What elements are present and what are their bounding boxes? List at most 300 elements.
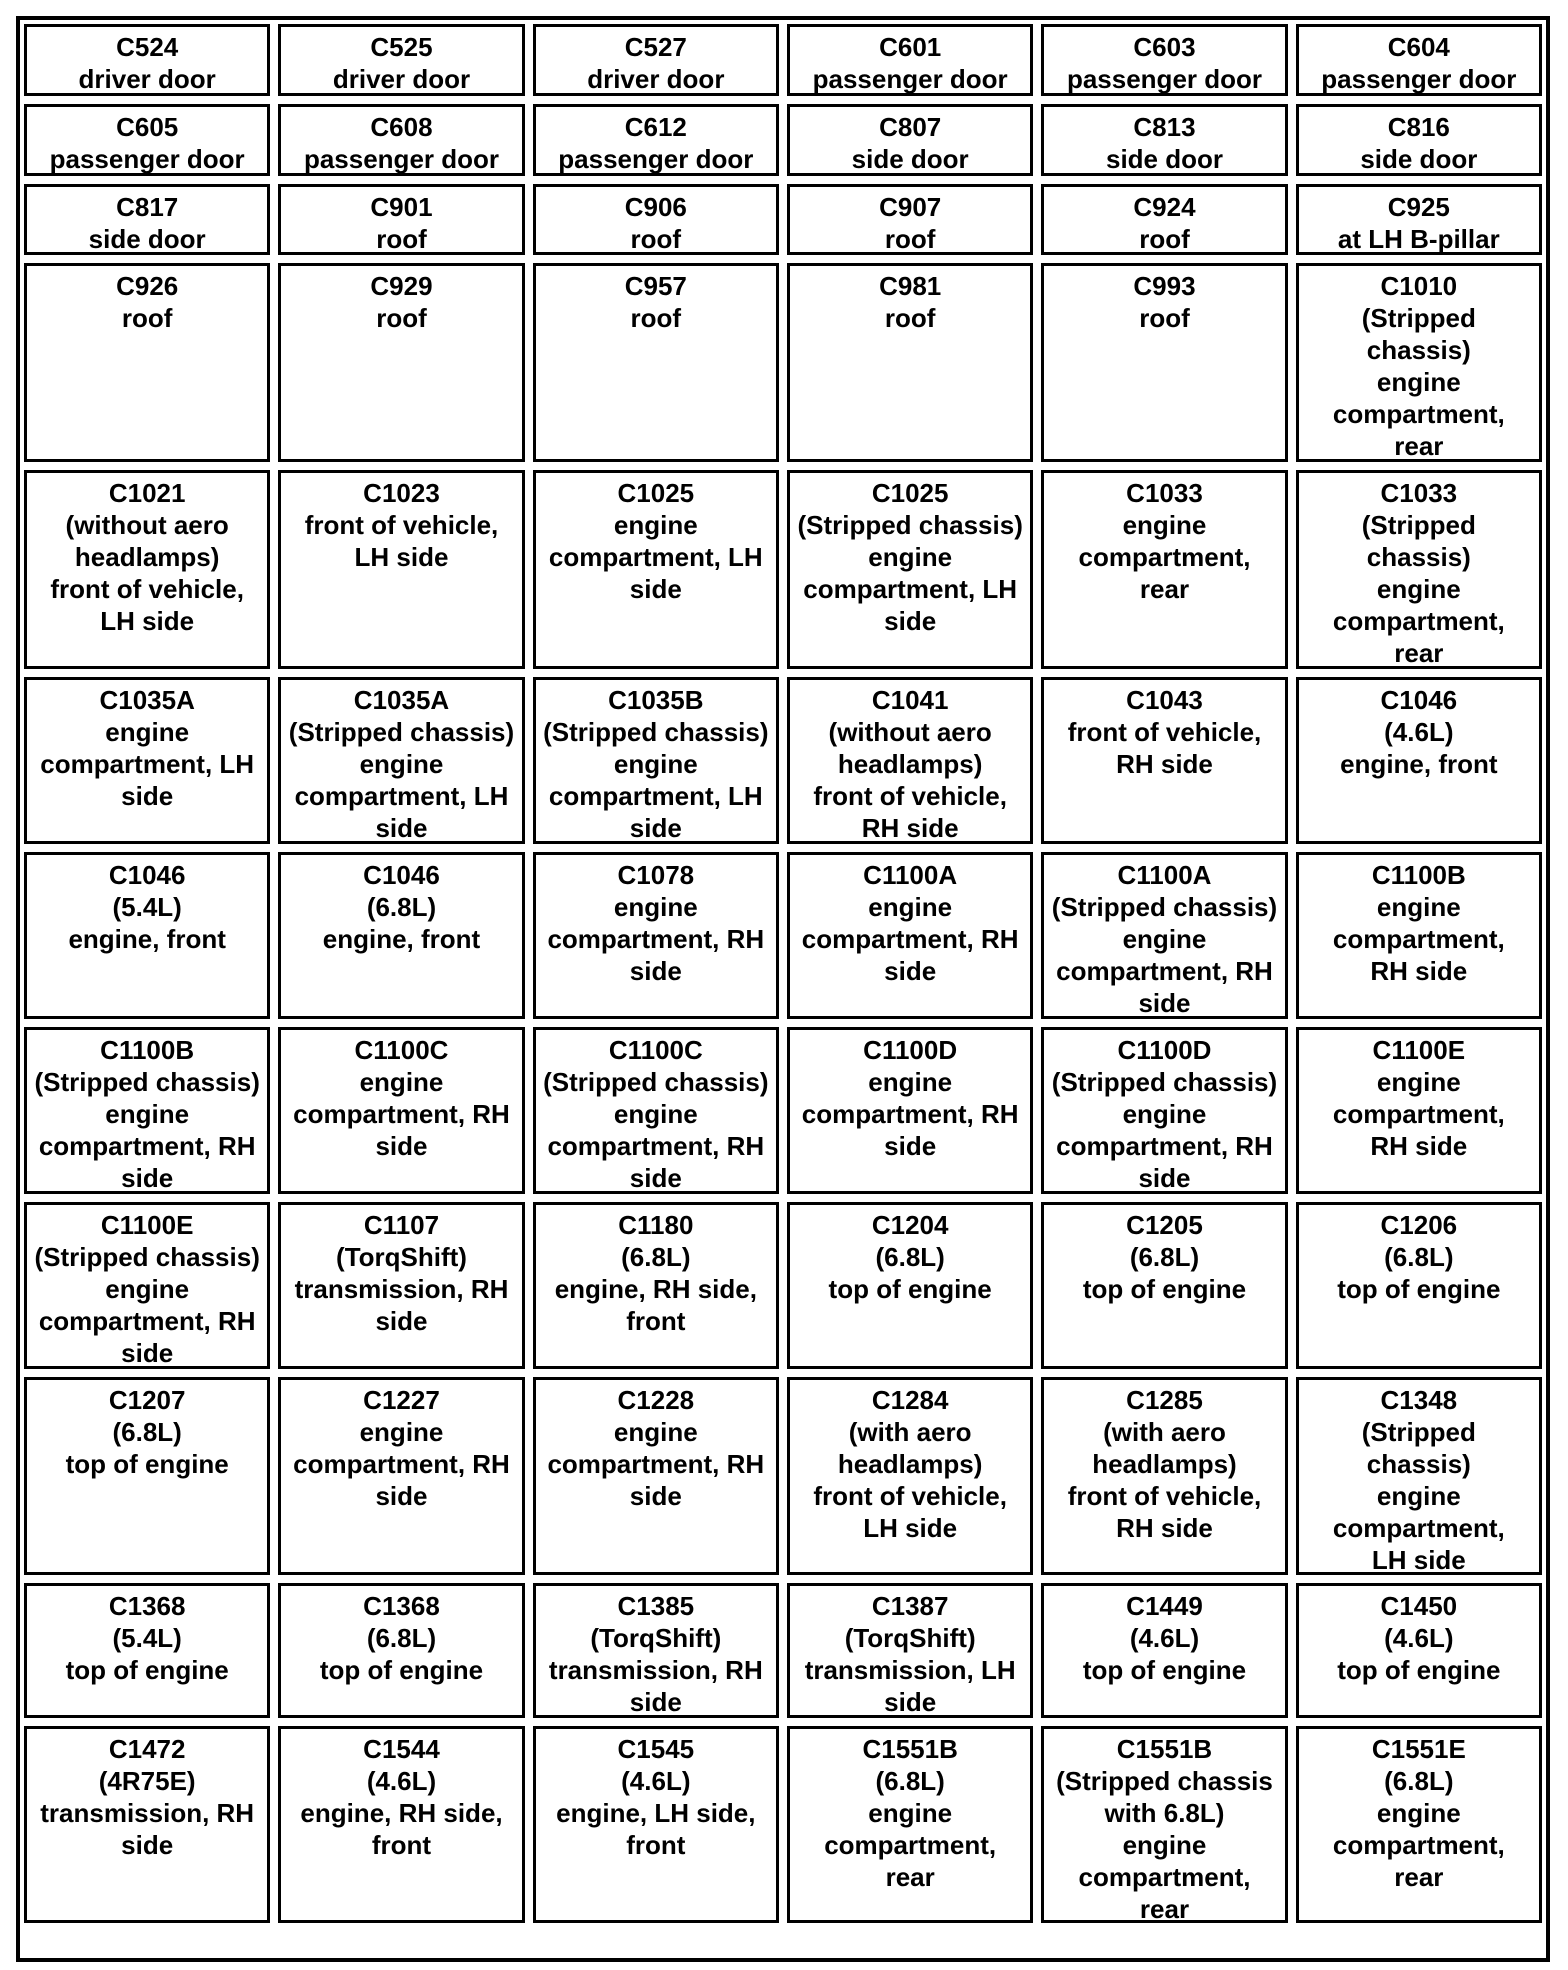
table-cell xyxy=(274,20,528,100)
connector-location-line: (6.8L) xyxy=(1129,1242,1200,1272)
connector-entry xyxy=(1041,677,1287,844)
connector-location-line: compartment, xyxy=(824,1830,997,1860)
connector-id: C1368 xyxy=(108,1591,186,1621)
connector-location-line: top of engine xyxy=(828,1274,992,1304)
connector-id: C1387 xyxy=(871,1591,949,1621)
connector-location-line: (6.8L) xyxy=(875,1766,945,1796)
connector-location-line: (6.8L) xyxy=(1384,1242,1454,1272)
connector-location-line: front xyxy=(626,1830,686,1860)
table-cell xyxy=(274,259,528,466)
connector-location-line: engine xyxy=(1376,1798,1461,1828)
connector-entry xyxy=(1296,1583,1542,1718)
connector-location-line: top of engine xyxy=(65,1655,229,1685)
connector-location-line: (Stripped xyxy=(1361,510,1476,540)
connector-id: C926 xyxy=(116,271,179,301)
connector-location-line: (6.8L) xyxy=(1384,1766,1454,1796)
table-cell xyxy=(20,20,274,100)
connector-entry xyxy=(787,263,1033,462)
connector-location-line: engine xyxy=(1376,1067,1461,1097)
connector-location-line: side xyxy=(884,606,937,636)
connector-location-line: (Stripped chassis) xyxy=(543,1067,769,1097)
connector-id: C604 xyxy=(1387,32,1450,62)
connector-id: C929 xyxy=(370,271,433,301)
connector-location-line: roof xyxy=(884,224,936,254)
connector-location-line: engine, front xyxy=(322,924,481,954)
connector-location-line: driver door xyxy=(332,64,471,94)
connector-location-line: rear xyxy=(1394,638,1444,668)
connector-location-line: with 6.8L) xyxy=(1104,1798,1225,1828)
connector-location-line: (4.6L) xyxy=(1384,1623,1454,1653)
table-cell xyxy=(20,1722,274,1927)
connector-location-line: compartment, RH xyxy=(547,924,765,954)
connector-location-line: (with aero xyxy=(848,1417,972,1447)
connector-location-line: passenger door xyxy=(558,144,754,174)
connector-id: C1285 xyxy=(1126,1385,1203,1415)
connector-id: C1284 xyxy=(871,1385,949,1415)
connector-location-line: (5.4L) xyxy=(112,1623,182,1653)
connector-location-line: engine xyxy=(1122,510,1207,540)
table-cell xyxy=(274,466,528,673)
connector-location-line: engine xyxy=(613,892,698,922)
table-cell xyxy=(1037,1722,1291,1927)
connector-location-line: side xyxy=(121,1338,174,1368)
connector-id: C1021 xyxy=(108,478,186,508)
connector-entry xyxy=(24,1202,270,1369)
connector-location-line: compartment, xyxy=(1332,399,1505,429)
table-cell xyxy=(1037,848,1291,1023)
table-cell xyxy=(274,848,528,1023)
connector-entry xyxy=(24,852,270,1019)
connector-entry xyxy=(24,470,270,669)
connector-location-line: roof xyxy=(376,224,427,254)
connector-location-line: LH side xyxy=(863,1513,958,1543)
connector-location-line: (Stripped chassis) xyxy=(34,1067,260,1097)
connector-entry xyxy=(278,1202,524,1369)
table-cell xyxy=(20,673,274,848)
connector-entry xyxy=(278,1583,524,1718)
connector-id: C924 xyxy=(1133,192,1196,222)
connector-location-line: (Stripped chassis) xyxy=(797,510,1023,540)
connector-entry xyxy=(24,184,270,255)
connector-id: C1025 xyxy=(617,478,695,508)
connector-id: C1449 xyxy=(1126,1591,1203,1621)
connector-id: C1545 xyxy=(617,1734,695,1764)
connector-id: C601 xyxy=(879,32,942,62)
connector-location-line: (4.6L) xyxy=(621,1766,691,1796)
connector-location-line: rear xyxy=(1139,574,1190,604)
connector-location-line: transmission, RH xyxy=(40,1798,255,1828)
connector-id: C981 xyxy=(879,271,942,301)
connector-location-line: roof xyxy=(376,303,427,333)
connector-id: C527 xyxy=(624,32,687,62)
connector-location-line: side xyxy=(1138,1163,1191,1193)
connector-location-line: passenger door xyxy=(303,144,500,174)
connector-location-line: driver door xyxy=(78,64,216,94)
connector-location-line: roof xyxy=(884,303,936,333)
connector-id: C1041 xyxy=(871,685,949,715)
connector-location-line: compartment, xyxy=(1078,1862,1251,1892)
connector-location-line: engine xyxy=(613,1417,698,1447)
table-cell xyxy=(529,259,783,466)
connector-location-line: engine xyxy=(1376,574,1461,604)
connector-location-line: compartment, RH xyxy=(293,1449,510,1479)
connector-entry xyxy=(533,1726,779,1923)
connector-id: C524 xyxy=(116,32,179,62)
table-cell xyxy=(783,1198,1037,1373)
connector-location-line: front of vehicle, xyxy=(50,574,244,604)
connector-location-line: rear xyxy=(1394,431,1444,461)
table-cell xyxy=(20,100,274,180)
connector-location-line: engine xyxy=(868,1067,953,1097)
table-cell xyxy=(274,1579,528,1722)
connector-id: C816 xyxy=(1387,112,1450,142)
connector-entry xyxy=(1296,1027,1542,1194)
connector-location-line: driver door xyxy=(587,64,725,94)
connector-location-line: side xyxy=(884,1131,937,1161)
connector-id: C925 xyxy=(1387,192,1450,222)
connector-location-line: roof xyxy=(1139,224,1190,254)
connector-location-line: side xyxy=(629,574,682,604)
connector-entry xyxy=(533,104,779,176)
connector-location-line: front of vehicle, xyxy=(1067,1481,1262,1511)
table-cell xyxy=(529,20,783,100)
connector-entry xyxy=(787,1377,1033,1575)
connector-entry xyxy=(1041,852,1287,1019)
table-cell xyxy=(1037,466,1291,673)
connector-location-line: (6.8L) xyxy=(366,1623,437,1653)
connector-entry xyxy=(1041,1027,1287,1194)
connector-id: C1043 xyxy=(1126,685,1203,715)
table-cell xyxy=(1292,1579,1546,1722)
connector-location-line: (4.6L) xyxy=(1384,717,1454,747)
connector-location-line: front of vehicle, xyxy=(813,781,1007,811)
connector-location-line: (Stripped chassis) xyxy=(1051,892,1278,922)
connector-location-line: engine xyxy=(359,1417,444,1447)
connector-location-line: roof xyxy=(121,303,173,333)
table-cell xyxy=(529,848,783,1023)
connector-id: C1025 xyxy=(871,478,949,508)
connector-entry xyxy=(1296,1377,1542,1575)
connector-id: C1100B xyxy=(1371,860,1466,890)
connector-location-line: side xyxy=(629,813,682,843)
connector-location-line: engine xyxy=(1122,1099,1207,1129)
connector-entry xyxy=(1296,677,1542,844)
connector-location-line: compartment, RH xyxy=(293,1099,510,1129)
table-cell xyxy=(274,673,528,848)
table-cell xyxy=(529,1198,783,1373)
connector-id: C525 xyxy=(370,32,433,62)
connector-entry xyxy=(787,1726,1033,1923)
connector-id: C1100C xyxy=(608,1035,703,1065)
connector-location-line: LH side xyxy=(354,542,449,572)
connector-id: C1551B xyxy=(862,1734,958,1764)
connector-id: C1010 xyxy=(1380,271,1458,301)
table-cell xyxy=(783,259,1037,466)
connector-id: C1033 xyxy=(1126,478,1203,508)
connector-location-line: passenger door xyxy=(1066,64,1263,94)
connector-location-line: side xyxy=(1138,988,1191,1018)
connector-id: C1100E xyxy=(1372,1035,1466,1065)
table-cell xyxy=(274,1373,528,1579)
connector-entry xyxy=(1296,1726,1542,1923)
connector-entry xyxy=(24,24,270,96)
table-cell xyxy=(274,180,528,259)
connector-location-line: (4R75E) xyxy=(98,1766,196,1796)
table-cell xyxy=(783,180,1037,259)
table-cell xyxy=(1037,180,1291,259)
connector-location-line: rear xyxy=(1139,1894,1190,1924)
connector-location-line: (without aero xyxy=(65,510,229,540)
connector-location-line: (Stripped chassis) xyxy=(34,1242,260,1272)
connector-id: C957 xyxy=(624,271,687,301)
table-cell xyxy=(1292,1198,1546,1373)
connector-entry xyxy=(533,263,779,462)
connector-entry xyxy=(787,1027,1033,1194)
connector-location-line: compartment, xyxy=(1332,1099,1505,1129)
connector-entry xyxy=(24,1377,270,1575)
connector-id: C807 xyxy=(879,112,942,142)
connector-id: C993 xyxy=(1133,271,1196,301)
connector-entry xyxy=(1296,470,1542,669)
connector-location-line: transmission, RH xyxy=(294,1274,509,1304)
connector-location-line: compartment, RH xyxy=(547,1131,765,1161)
connector-location-line: engine xyxy=(868,1798,953,1828)
table-cell xyxy=(1292,466,1546,673)
table-cell xyxy=(1037,1579,1291,1722)
connector-location-line: LH side xyxy=(1371,1545,1466,1575)
connector-location-line: RH side xyxy=(861,813,959,843)
connector-location-line: engine xyxy=(1376,892,1461,922)
connector-location-line: side xyxy=(629,1481,682,1511)
connector-id: C603 xyxy=(1133,32,1196,62)
connector-location-line: (4.6L) xyxy=(1129,1623,1200,1653)
connector-location-line: transmission, RH xyxy=(548,1655,763,1685)
connector-location-line: (6.8L) xyxy=(621,1242,691,1272)
connector-id: C1385 xyxy=(617,1591,695,1621)
connector-location-line: engine xyxy=(359,1067,444,1097)
table-cell xyxy=(783,673,1037,848)
connector-entry xyxy=(24,263,270,462)
connector-location-line: side xyxy=(121,781,174,811)
connector-entry xyxy=(1041,263,1287,462)
connector-location-line: side xyxy=(375,1306,428,1336)
connector-location-line: side door xyxy=(851,144,969,174)
connector-location-line: compartment, RH xyxy=(38,1131,256,1161)
connector-id: C605 xyxy=(116,112,179,142)
connector-location-table xyxy=(16,16,1550,1962)
table-cell xyxy=(783,1722,1037,1927)
connector-location-line: side xyxy=(121,1830,174,1860)
connector-location-line: side door xyxy=(1105,144,1223,174)
connector-id: C1207 xyxy=(108,1385,186,1415)
connector-location-line: compartment, xyxy=(1332,606,1505,636)
table-cell xyxy=(783,1373,1037,1579)
connector-location-line: headlamps) xyxy=(1092,1449,1237,1479)
connector-location-line: side xyxy=(629,1687,682,1717)
connector-location-line: engine xyxy=(613,749,698,779)
connector-id: C1033 xyxy=(1380,478,1458,508)
connector-id: C1551E xyxy=(1371,1734,1466,1764)
connector-location-line: passenger door xyxy=(812,64,1008,94)
connector-location-line: engine xyxy=(1122,924,1207,954)
connector-location-line: (6.8L) xyxy=(875,1242,945,1272)
table-cell xyxy=(1292,673,1546,848)
connector-id: C1205 xyxy=(1126,1210,1203,1240)
connector-location-line: RH side xyxy=(1116,1513,1213,1543)
table-cell xyxy=(783,100,1037,180)
connector-entry xyxy=(1041,24,1287,96)
connector-location-line: side xyxy=(629,1163,682,1193)
connector-entry xyxy=(533,1583,779,1718)
connector-location-line: engine xyxy=(613,1099,698,1129)
connector-location-line: passenger door xyxy=(1321,64,1517,94)
connector-id: C1107 xyxy=(363,1210,440,1240)
connector-entry xyxy=(1041,104,1287,176)
table-cell xyxy=(1037,673,1291,848)
table-cell xyxy=(1037,20,1291,100)
connector-location-line: (4.6L) xyxy=(366,1766,437,1796)
connector-entry xyxy=(1296,24,1542,96)
connector-location-line: compartment, RH xyxy=(1056,956,1273,986)
connector-location-line: headlamps) xyxy=(837,1449,983,1479)
connector-location-line: RH side xyxy=(1116,749,1213,779)
connector-location-line: engine, front xyxy=(1340,749,1498,779)
connector-id: C1206 xyxy=(1380,1210,1458,1240)
connector-id: C1180 xyxy=(618,1210,694,1240)
table-cell xyxy=(20,1198,274,1373)
connector-entry xyxy=(533,1377,779,1575)
table-cell xyxy=(529,1579,783,1722)
connector-entry xyxy=(787,1583,1033,1718)
connector-id: C1023 xyxy=(363,478,440,508)
connector-entry xyxy=(278,470,524,669)
connector-location-line: top of engine xyxy=(65,1449,229,1479)
connector-location-line: side xyxy=(121,1163,174,1193)
connector-location-line: top of engine xyxy=(319,1655,484,1685)
connector-id: C1100A xyxy=(1117,860,1212,890)
connector-entry xyxy=(1041,184,1287,255)
connector-entry xyxy=(533,1027,779,1194)
connector-id: C1450 xyxy=(1380,1591,1458,1621)
table-cell xyxy=(529,100,783,180)
table-cell xyxy=(20,848,274,1023)
table-cell xyxy=(1292,1722,1546,1927)
connector-entry xyxy=(787,677,1033,844)
table-cell xyxy=(20,180,274,259)
connector-location-line: transmission, LH xyxy=(804,1655,1016,1685)
connector-entry xyxy=(1296,104,1542,176)
table-cell xyxy=(1292,180,1546,259)
connector-location-line: top of engine xyxy=(1337,1274,1501,1304)
connector-location-line: (6.8L) xyxy=(112,1417,182,1447)
table-cell xyxy=(1292,259,1546,466)
connector-location-line: engine xyxy=(613,510,698,540)
table-cell xyxy=(274,1023,528,1198)
connector-location-line: side xyxy=(375,1131,428,1161)
connector-entry xyxy=(533,1202,779,1369)
connector-location-line: LH side xyxy=(100,606,195,636)
connector-location-line: compartment, RH xyxy=(38,1306,256,1336)
connector-entry xyxy=(24,677,270,844)
connector-id: C1100C xyxy=(354,1035,449,1065)
connector-location-line: front xyxy=(626,1306,686,1336)
connector-location-line: (Stripped chassis xyxy=(1056,1766,1273,1796)
connector-location-line: (TorqShift) xyxy=(844,1623,976,1653)
connector-location-line: engine, front xyxy=(68,924,226,954)
connector-entry xyxy=(278,24,524,96)
connector-location-line: side xyxy=(375,1481,428,1511)
connector-id: C1046 xyxy=(108,860,186,890)
connector-location-line: RH side xyxy=(1370,956,1468,986)
connector-location-line: (Stripped chassis) xyxy=(1051,1067,1278,1097)
connector-entry xyxy=(533,677,779,844)
connector-location-line: roof xyxy=(630,224,682,254)
connector-entry xyxy=(787,24,1033,96)
table-cell xyxy=(1292,848,1546,1023)
connector-location-line: engine xyxy=(105,1099,190,1129)
connector-id: C1046 xyxy=(1380,685,1458,715)
connector-location-line: (Stripped xyxy=(1361,303,1476,333)
connector-location-line: compartment, LH xyxy=(294,781,509,811)
connector-id: C1035A xyxy=(99,685,195,715)
connector-location-line: chassis) xyxy=(1366,1449,1471,1479)
table-cell xyxy=(783,1023,1037,1198)
table-cell xyxy=(1037,259,1291,466)
table-cell xyxy=(20,259,274,466)
connector-entry xyxy=(533,852,779,1019)
connector-entry xyxy=(1041,1583,1287,1718)
connector-location-line: engine xyxy=(105,1274,190,1304)
connector-id: C1078 xyxy=(617,860,695,890)
connector-entry xyxy=(1041,470,1287,669)
table-cell xyxy=(20,1579,274,1722)
connector-location-line: compartment, RH xyxy=(547,1449,765,1479)
connector-location-line: compartment, RH xyxy=(1056,1131,1273,1161)
connector-location-line: compartment, LH xyxy=(548,781,763,811)
table-cell xyxy=(783,1579,1037,1722)
connector-location-line: compartment, LH xyxy=(548,542,763,572)
connector-entry xyxy=(278,677,524,844)
table-cell xyxy=(1292,100,1546,180)
connector-location-line: side door xyxy=(1360,144,1478,174)
connector-entry xyxy=(24,104,270,176)
connector-location-line: compartment, xyxy=(1332,924,1505,954)
connector-grid xyxy=(20,20,1546,1958)
connector-id: C1035B xyxy=(608,685,704,715)
connector-location-line: engine xyxy=(868,892,953,922)
connector-id: C1544 xyxy=(363,1734,440,1764)
connector-location-line: rear xyxy=(885,1862,935,1892)
connector-entry xyxy=(1296,184,1542,255)
connector-location-line: passenger door xyxy=(49,144,245,174)
connector-entry xyxy=(787,470,1033,669)
connector-location-line: chassis) xyxy=(1366,542,1471,572)
table-cell xyxy=(529,1722,783,1927)
connector-id: C1046 xyxy=(363,860,440,890)
table-cell xyxy=(529,466,783,673)
connector-id: C1100B xyxy=(100,1035,195,1065)
connector-location-line: headlamps) xyxy=(74,542,220,572)
connector-entry xyxy=(787,852,1033,1019)
connector-location-line: side xyxy=(884,956,937,986)
connector-entry xyxy=(278,104,524,176)
connector-location-line: (without aero xyxy=(828,717,992,747)
connector-location-line: at LH B-pillar xyxy=(1337,224,1500,254)
connector-location-line: side door xyxy=(88,224,206,254)
connector-entry xyxy=(533,470,779,669)
connector-entry xyxy=(1296,852,1542,1019)
connector-id: C901 xyxy=(370,192,433,222)
